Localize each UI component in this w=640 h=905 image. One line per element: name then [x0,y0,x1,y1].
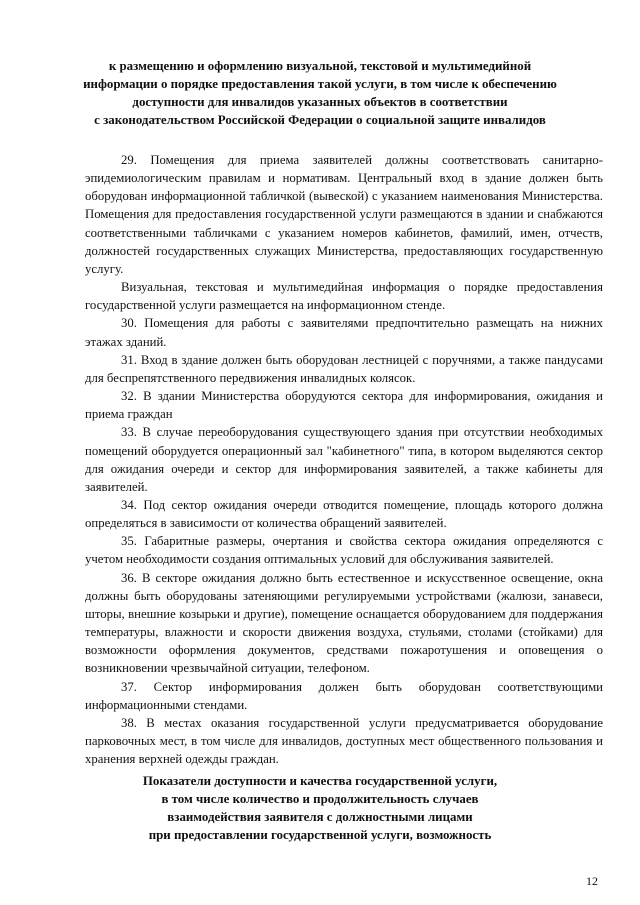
heading-line: взаимодействия заявителя с должностными лицами [167,810,473,824]
paragraph-38: 38. В местах оказания государственной услуги предусматривается оборудование парковочных мест, в том числе для инвалидов, доступных мест общественного пользования и хранения верхней одежды граждан. [85,715,603,767]
heading-line: Показатели доступности и качества государственной услуги, [142,774,498,788]
paragraph-31: 31. Вход в здание должен быть оборудован лестницей с поручнями, а также пандусами для беспрепятственного передвижения инвалидных колясок. [85,352,603,385]
body-text [85,151,603,768]
heading-line: в том числе количество и продолжительность случаев [161,792,479,806]
heading-line: информации о порядке предоставления такой услуги, в том числе к обеспечению [83,77,557,91]
section-heading [60,57,580,129]
paragraph-37: 37. Сектор информирования должен быть оборудован соответствующими информационными стендами. [85,679,603,712]
page-number: 12 [586,874,598,888]
paragraph-35: 35. Габаритные размеры, очертания и свойства сектора ожидания определяются с учетом необходимости создания оптимальных условий для обслуживания заявителей. [85,534,603,567]
heading-line: к размещению и оформлению визуальной, текстовой и мультимедийной [108,59,532,73]
paragraph-33: 33. В случае переоборудования существующего здания при отсутствии необходимых помещений оборудуется операционный зал "кабинетного" типа, в котором выделяются сектор для ожидания очереди и сектор для информирования заявителей, а также кабинеты для заявителей. [85,425,603,494]
paragraph-34: 34. Под сектор ожидания очереди отводится помещение, площадь которого должна определяться в зависимости от количества обращений заявителей. [85,497,603,531]
heading-line: доступности для инвалидов указанных объектов в соответствии [132,95,508,109]
paragraph-visual-info: Визуальная, текстовая и мультимедийная информация о порядке предоставления государственной услуги размещается на информационном стенде. [85,280,603,313]
section-heading-indicators [60,772,580,844]
paragraph-36: 36. В секторе ожидания должно быть естественное и искусственное освещение, окна должны быть оборудованы затеняющими регулируемыми устройствами (жалюзи, занавеси, шторы, внешние козырьки и другие), помещение оснащается оборудованием для поддержания температуры, влажности и скорости движения воздуха, стульями, столами (стойками) для возможности оформления документов, средствами пожаротушения и оповещения о возникновении чрезвычайной ситуации, телефоном. [85,570,603,676]
heading-line: при предоставлении государственной услуги, возможность [148,828,492,842]
paragraph-30: 30. Помещения для работы с заявителями предпочтительно размещать на нижних этажах зданий. [85,316,603,349]
heading-line: с законодательством Российской Федерации о социальной защите инвалидов [94,113,546,127]
paragraph-29: 29. Помещения для приема заявителей должны соответствовать санитарно-эпидемиологическим правилам и нормативам. Центральный вход в здание должен быть оборудован информационной табличкой (вывеской) с указанием наименования Министерства. Помещения для предоставления государственной услуги размещаются в здании и снабжаются соответственными табличками с указанием номеров кабинетов, фамилий, имен, отчеств, должностей государственных служащих Министерства, предоставляющих государственную услугу. [85,153,603,276]
paragraph-32: 32. В здании Министерства оборудуются сектора для информирования, ожидания и приема граждан [85,389,603,422]
